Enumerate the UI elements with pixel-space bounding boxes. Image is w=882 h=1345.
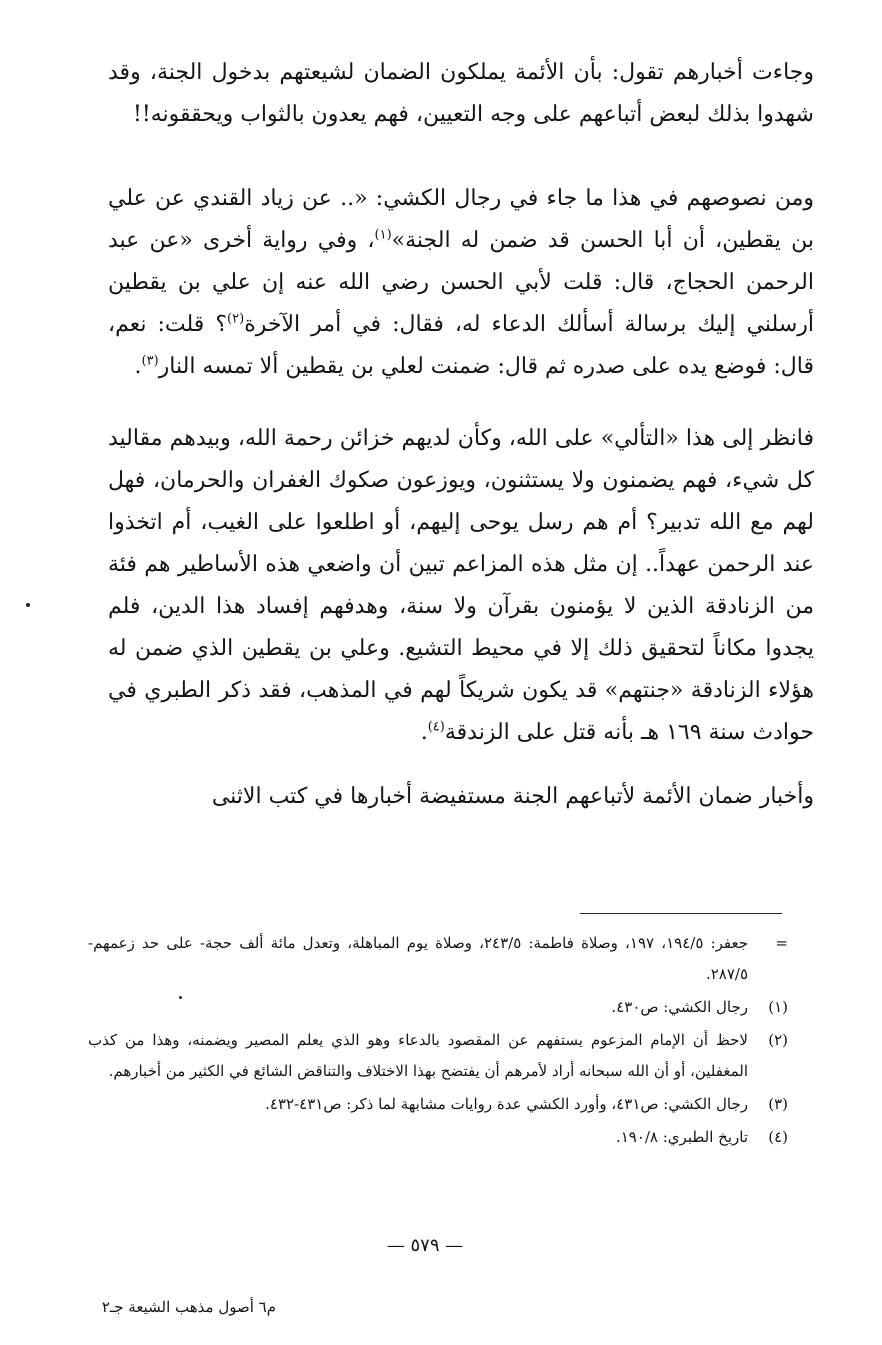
scan-speck [26, 603, 30, 607]
paragraph-2-text-3: ؟ قلت: نعم، قال: فوضع يده على صدره ثم قال: ضمنت لعلي بن يقطين ألا تمسه النار [108, 312, 814, 379]
footnote-ref-1[interactable]: (١) [374, 227, 392, 243]
page-number: — ٥٧٩ — [386, 1235, 464, 1256]
footnote-2 [88, 1025, 788, 1087]
footnotes [88, 928, 788, 1155]
scan-speck [179, 996, 182, 999]
signature-line: م٦ أصول مذهب الشيعة جـ٢ [101, 1298, 276, 1316]
footnote-ref-2[interactable]: (٢) [227, 311, 245, 327]
paragraph-3-text-2: . [420, 720, 428, 745]
footnote-1 [88, 992, 788, 1023]
paragraph-1: وجاءت أخبارهم تقول: بأن الأئمة يملكون الضمان لشيعتهم بدخول الجنة، وقد شهدوا بذلك لبعض أتباعهم على وجه التعيين، فهم يعدون بالثواب ويحققونه!! [108, 60, 814, 127]
paragraph-2-text-1: ومن نصوصهم في هذا ما جاء في رجال الكشي: «.. عن زياد القندي عن علي بن يقطين، أن أبا الحسن قد ضمن له الجنة» [108, 186, 814, 253]
paragraph-2-text-4: . [134, 354, 142, 379]
footnote-ref-4[interactable]: (٤) [427, 719, 445, 735]
paragraph-2-text-2: ، وفي رواية أخرى «عن عبد الرحمن الحجاج، قال: قلت لأبي الحسن رضي الله عنه إن علي بن يقطين أرسلني إليك برسالة أسألك الدعاء له، فقال: في أمر الآخرة [108, 228, 814, 337]
footnote-text: رجال الكشي: ص٤٣١، وأورد الكشي عدة روايات مشابهة لما ذكر: ص٤٣١-٤٣٢. [265, 1095, 748, 1113]
paragraph-2 [108, 178, 814, 388]
paragraph-4: وأخبار ضمان الأئمة لأتباعهم الجنة مستفيضة أخبارها في كتب الاثنى [211, 784, 814, 809]
footnote-text: رجال الكشي: ص٤٣٠. [611, 998, 748, 1016]
footnote-4 [88, 1122, 788, 1153]
footnote-text: تاريخ الطبري: ١٩٠/٨. [615, 1128, 748, 1146]
paragraph-3-text-1: فانظر إلى هذا «التألي» على الله، وكأن لديهم خزائن رحمة الله، وبيدهم مقاليد كل شيء، فهم يضمنون ولا يستثنون، ويوزعون صكوك الغفران والحرمان، فهل لهم مع الله تدبير؟ أم هم رسل يوحى إليهم، أو اطلعوا على الغيب، أم اتخذوا عند الرحمن عهداً.. إن مثل هذه المزاعم تبين أن واضعي هذه الأساطير هم فئة من الزنادقة الذين لا يؤمنون بقرآن ولا سنة، وهدفهم إفساد هذا الدين، فلم يجدوا مكاناً لتحقيق ذلك إلا في محيط التشيع. وعلي بن يقطين الذي ضمن له هؤلاء الزنادقة «جنتهم» قد يكون شريكاً لهم في المذهب، فقد ذكر الطبري في حوادث سنة ١٦٩ هـ بأنه قتل على الزندقة [108, 426, 814, 745]
footnote-3 [88, 1089, 788, 1120]
paragraph-3 [108, 418, 814, 754]
footnote-continuation [88, 928, 788, 990]
footnote-mark: (٣) [768, 1095, 788, 1113]
footnote-mark: (١) [768, 998, 788, 1016]
footnote-ref-3[interactable]: (٣) [141, 353, 159, 369]
footnote-mark: = [775, 934, 788, 952]
footnote-mark: (٢) [768, 1031, 788, 1049]
footnote-text: جعفر: ١٩٤/٥، ١٩٧، وصلاة فاطمة: ٢٤٣/٥، وصلاة يوم المباهلة، وتعدل مائة ألف حجة- على حد زعمهم- ٢٨٧/٥. [88, 934, 749, 983]
footnote-text: لاحظ أن الإمام المزعوم يستفهم عن المقصود بالدعاء وهو الذي يعلم المصير ويضمنه، وهذا من كذب المغفلين، أو أن الله سبحانه أراد لأمرهم أن يفتضح بهذا الاختلاف والتناقض الشائع في الكثير من أخبارهم. [88, 1031, 748, 1080]
footnote-mark: (٤) [768, 1128, 788, 1146]
footnote-divider [580, 913, 782, 914]
